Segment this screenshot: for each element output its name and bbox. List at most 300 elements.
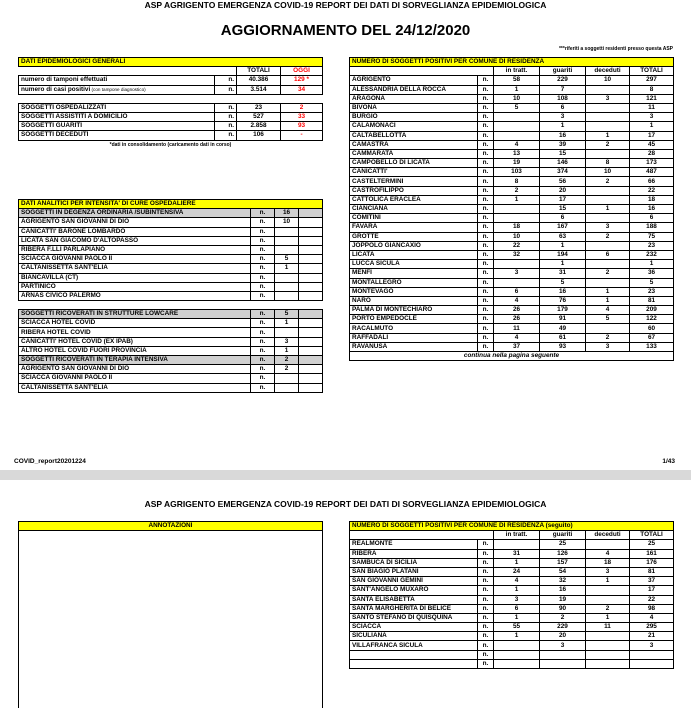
comune-name: REALMONTE bbox=[350, 540, 478, 549]
count-cell: 5 bbox=[494, 103, 540, 112]
count-cell bbox=[586, 113, 630, 122]
comune-name bbox=[350, 650, 478, 659]
facility-label: CANICATTI' HOTEL COVID (EX IPAB) bbox=[19, 337, 251, 346]
count-cell: 1 bbox=[540, 122, 586, 131]
spacer-row bbox=[19, 94, 323, 103]
comune-name bbox=[350, 659, 478, 668]
count-cell: 55 bbox=[494, 623, 540, 632]
comuni-title-row bbox=[350, 522, 674, 531]
row-sublabel: (con tampone diagnostico) bbox=[90, 86, 146, 92]
count-cell: 19 bbox=[540, 595, 586, 604]
count-cell: 6 bbox=[494, 604, 540, 613]
comune-row bbox=[350, 659, 674, 668]
comune-name: MONTALLEGRO bbox=[350, 278, 478, 287]
comune-row bbox=[350, 342, 674, 351]
value-cell: 1 bbox=[275, 264, 299, 273]
comune-row bbox=[350, 315, 674, 324]
blank-cell bbox=[299, 245, 323, 254]
count-cell: 16 bbox=[540, 287, 586, 296]
unit-cell: n. bbox=[478, 549, 494, 558]
count-cell: 4 bbox=[494, 296, 540, 305]
count-cell: 75 bbox=[630, 232, 674, 241]
unit-cell: n. bbox=[478, 595, 494, 604]
facility-label: BIANCAVILLA (CT) bbox=[19, 273, 251, 282]
count-cell: 6 bbox=[540, 214, 586, 223]
unit-cell: n. bbox=[215, 112, 237, 121]
count-cell: 10 bbox=[494, 94, 540, 103]
count-cell: 1 bbox=[586, 296, 630, 305]
count-cell: 18 bbox=[630, 195, 674, 204]
unit-cell: n. bbox=[251, 328, 275, 337]
count-cell: 126 bbox=[540, 549, 586, 558]
count-cell: 487 bbox=[630, 168, 674, 177]
count-cell: 93 bbox=[540, 342, 586, 351]
blank-cell bbox=[299, 255, 323, 264]
count-cell: 25 bbox=[540, 540, 586, 549]
comune-name: SAN GIOVANNI GEMINI bbox=[350, 577, 478, 586]
annotations-header: ANNOTAZIONI bbox=[19, 522, 323, 531]
unit-cell: n. bbox=[251, 209, 275, 218]
count-cell: 10 bbox=[494, 232, 540, 241]
page-header: ASP AGRIGENTO EMERGENZA COVID-19 REPORT DEI DATI DI SORVEGLIANZA EPIDEMIOLOGICA bbox=[144, 0, 547, 10]
general-row bbox=[19, 76, 323, 85]
comune-row bbox=[350, 250, 674, 259]
count-cell: 20 bbox=[540, 632, 586, 641]
blank-cell bbox=[299, 374, 323, 383]
comune-name: BURGIO bbox=[350, 113, 478, 122]
unit-cell: n. bbox=[478, 306, 494, 315]
count-cell: 209 bbox=[630, 306, 674, 315]
count-cell: 8 bbox=[586, 159, 630, 168]
annotations-box bbox=[18, 521, 323, 708]
comune-name: CASTELTERMINI bbox=[350, 177, 478, 186]
unit-cell: n. bbox=[478, 558, 494, 567]
column-header: guariti bbox=[540, 531, 586, 540]
unit-cell: n. bbox=[478, 650, 494, 659]
unit-cell: n. bbox=[478, 168, 494, 177]
unit-cell: n. bbox=[251, 282, 275, 291]
count-cell: 161 bbox=[630, 549, 674, 558]
intensity-row bbox=[19, 337, 323, 346]
intensity-row bbox=[19, 346, 323, 355]
value-cell: 16 bbox=[275, 209, 299, 218]
comune-row bbox=[350, 623, 674, 632]
comune-row bbox=[350, 296, 674, 305]
intensity-row bbox=[19, 264, 323, 273]
blank-cell bbox=[299, 328, 323, 337]
comune-row bbox=[350, 232, 674, 241]
facility-label: CALTANISSETTA SANT'ELIA bbox=[19, 264, 251, 273]
count-cell: 32 bbox=[540, 577, 586, 586]
comune-row bbox=[350, 641, 674, 650]
count-cell bbox=[630, 650, 674, 659]
count-cell bbox=[540, 650, 586, 659]
report-page-2 bbox=[0, 480, 691, 708]
count-cell: 5 bbox=[630, 278, 674, 287]
value-cell: 5 bbox=[275, 255, 299, 264]
comune-row bbox=[350, 168, 674, 177]
count-cell: 2 bbox=[586, 333, 630, 342]
unit-cell: n. bbox=[251, 374, 275, 383]
unit-cell: n. bbox=[478, 333, 494, 342]
unit-cell: n. bbox=[478, 103, 494, 112]
unit-cell: n. bbox=[478, 113, 494, 122]
count-cell: 8 bbox=[494, 177, 540, 186]
comune-name: CATTOLICA ERACLEA bbox=[350, 195, 478, 204]
comune-row bbox=[350, 269, 674, 278]
intensity-row bbox=[19, 245, 323, 254]
column-header: guariti bbox=[540, 67, 586, 76]
comune-name: RACALMUTO bbox=[350, 324, 478, 333]
comune-name: CAMPOBELLO DI LICATA bbox=[350, 159, 478, 168]
comune-row bbox=[350, 241, 674, 250]
value-cell bbox=[275, 227, 299, 236]
comune-row bbox=[350, 333, 674, 342]
comuni-title: NUMERO DI SOGGETTI POSITIVI PER COMUNE DI RESIDENZA bbox=[350, 58, 674, 67]
comune-row bbox=[350, 214, 674, 223]
count-cell: 22 bbox=[630, 595, 674, 604]
count-cell: 32 bbox=[494, 250, 540, 259]
general-row bbox=[19, 103, 323, 112]
unit-cell: n. bbox=[215, 103, 237, 112]
blank-cell bbox=[350, 531, 494, 540]
count-cell: 16 bbox=[540, 586, 586, 595]
positives-by-municipality-table bbox=[349, 57, 674, 361]
today-cell: - bbox=[281, 131, 323, 140]
count-cell bbox=[586, 186, 630, 195]
intensity-row bbox=[19, 310, 323, 319]
intensity-row bbox=[19, 356, 323, 365]
count-cell: 6 bbox=[630, 214, 674, 223]
intensity-row bbox=[19, 273, 323, 282]
unit-cell: n. bbox=[251, 337, 275, 346]
comune-name: RAVANUSA bbox=[350, 342, 478, 351]
count-cell: 121 bbox=[630, 94, 674, 103]
comune-name: CALAMONACI bbox=[350, 122, 478, 131]
intensity-row bbox=[19, 227, 323, 236]
total-cell: 2.858 bbox=[237, 122, 281, 131]
count-cell: 36 bbox=[630, 269, 674, 278]
comune-name: RAFFADALI bbox=[350, 333, 478, 342]
unit-cell: n. bbox=[251, 273, 275, 282]
general-row-label: SOGGETTI OSPEDALIZZATI bbox=[19, 103, 215, 112]
blank-cell bbox=[299, 218, 323, 227]
value-cell: 5 bbox=[275, 310, 299, 319]
count-cell: 22 bbox=[630, 186, 674, 195]
value-cell bbox=[275, 282, 299, 291]
column-header: in tratt. bbox=[494, 67, 540, 76]
general-row-label bbox=[19, 85, 215, 94]
count-cell: 2 bbox=[586, 232, 630, 241]
comuni-title-row bbox=[350, 58, 674, 67]
count-cell: 15 bbox=[540, 149, 586, 158]
count-cell: 22 bbox=[494, 241, 540, 250]
count-cell bbox=[586, 103, 630, 112]
unit-cell: n. bbox=[215, 131, 237, 140]
unit-cell: n. bbox=[478, 94, 494, 103]
comune-row bbox=[350, 159, 674, 168]
count-cell bbox=[586, 324, 630, 333]
count-cell: 3 bbox=[586, 94, 630, 103]
intensity-row bbox=[19, 319, 323, 328]
today-cell: 2 bbox=[281, 103, 323, 112]
value-cell bbox=[275, 291, 299, 300]
intensity-row bbox=[19, 282, 323, 291]
intensity-title-row bbox=[19, 200, 323, 209]
unit-cell: n. bbox=[478, 586, 494, 595]
intensity-row bbox=[19, 291, 323, 300]
count-cell: 1 bbox=[494, 195, 540, 204]
intensity-row bbox=[19, 328, 323, 337]
count-cell: 19 bbox=[494, 159, 540, 168]
count-cell: 31 bbox=[540, 269, 586, 278]
unit-cell: n. bbox=[251, 245, 275, 254]
continua-note: continua nella pagina seguente bbox=[350, 352, 674, 361]
count-cell: 11 bbox=[586, 623, 630, 632]
unit-cell: n. bbox=[215, 85, 237, 94]
count-cell: 28 bbox=[630, 149, 674, 158]
count-cell: 18 bbox=[586, 558, 630, 567]
comune-row bbox=[350, 595, 674, 604]
blank-cell bbox=[299, 273, 323, 282]
comune-name: CASTROFILIPPO bbox=[350, 186, 478, 195]
comune-name: SAN BIAGIO PLATANI bbox=[350, 567, 478, 576]
comune-name: CAMMARATA bbox=[350, 149, 478, 158]
unit-cell: n. bbox=[478, 269, 494, 278]
count-cell: 229 bbox=[540, 623, 586, 632]
unit-cell: n. bbox=[251, 356, 275, 365]
unit-cell: n. bbox=[478, 260, 494, 269]
count-cell: 179 bbox=[540, 306, 586, 315]
count-cell: 13 bbox=[494, 149, 540, 158]
count-cell: 31 bbox=[494, 549, 540, 558]
count-cell: 2 bbox=[586, 604, 630, 613]
unit-cell: n. bbox=[478, 632, 494, 641]
count-cell: 229 bbox=[540, 76, 586, 85]
count-cell: 23 bbox=[630, 287, 674, 296]
comune-name: SCIACCA bbox=[350, 623, 478, 632]
comune-row bbox=[350, 205, 674, 214]
comune-name: ALESSANDRIA DELLA ROCCA bbox=[350, 85, 478, 94]
unit-cell: n. bbox=[251, 218, 275, 227]
row-label: numero di casi positivi bbox=[21, 85, 91, 93]
general-row bbox=[19, 122, 323, 131]
blank-cell bbox=[299, 282, 323, 291]
unit-cell: n. bbox=[478, 641, 494, 650]
count-cell: 1 bbox=[630, 260, 674, 269]
count-cell: 37 bbox=[630, 577, 674, 586]
value-cell: 10 bbox=[275, 218, 299, 227]
count-cell: 3 bbox=[494, 595, 540, 604]
comune-name: SICULIANA bbox=[350, 632, 478, 641]
comune-row bbox=[350, 76, 674, 85]
comune-name: SANTA MARGHERITA DI BELICE bbox=[350, 604, 478, 613]
count-cell: 188 bbox=[630, 223, 674, 232]
comuni-header-row bbox=[350, 67, 674, 76]
unit-cell: n. bbox=[478, 186, 494, 195]
count-cell: 3 bbox=[586, 567, 630, 576]
unit-cell: n. bbox=[251, 310, 275, 319]
count-cell: 4 bbox=[586, 549, 630, 558]
unit-cell: n. bbox=[478, 232, 494, 241]
intensity-row bbox=[19, 383, 323, 392]
count-cell bbox=[586, 659, 630, 668]
page-header-2: ASP AGRIGENTO EMERGENZA COVID-19 REPORT DEI DATI DI SORVEGLIANZA EPIDEMIOLOGICA bbox=[144, 499, 547, 509]
count-cell: 122 bbox=[630, 315, 674, 324]
row-label: numero di tamponi effettuati bbox=[21, 76, 108, 84]
comune-name: CIANCIANA bbox=[350, 205, 478, 214]
count-cell: 81 bbox=[630, 296, 674, 305]
count-cell bbox=[586, 241, 630, 250]
unit-cell: n. bbox=[478, 223, 494, 232]
comune-row bbox=[350, 94, 674, 103]
value-cell: 2 bbox=[275, 365, 299, 374]
count-cell: 8 bbox=[630, 85, 674, 94]
blank-cell bbox=[299, 310, 323, 319]
facility-label: RIBERA HOTEL COVID bbox=[19, 328, 251, 337]
unit-cell: n. bbox=[215, 76, 237, 85]
unit-cell: n. bbox=[251, 383, 275, 392]
comune-row bbox=[350, 540, 674, 549]
intensity-row bbox=[19, 365, 323, 374]
count-cell: 2 bbox=[586, 177, 630, 186]
count-cell: 4 bbox=[586, 306, 630, 315]
comune-row bbox=[350, 186, 674, 195]
intensity-row bbox=[19, 209, 323, 218]
comune-row bbox=[350, 278, 674, 287]
blank-cell bbox=[299, 383, 323, 392]
comune-name: CANICATTI' bbox=[350, 168, 478, 177]
count-cell: 1 bbox=[494, 613, 540, 622]
count-cell: 167 bbox=[540, 223, 586, 232]
count-cell: 54 bbox=[540, 567, 586, 576]
comune-name: VILLAFRANCA SICULA bbox=[350, 641, 478, 650]
general-title-row bbox=[19, 58, 323, 67]
unit-cell: n. bbox=[478, 623, 494, 632]
comune-row bbox=[350, 604, 674, 613]
count-cell: 90 bbox=[540, 604, 586, 613]
facility-label: SOGGETTI RICOVERATI IN STRUTTURE LOWCARE bbox=[19, 310, 251, 319]
count-cell bbox=[494, 659, 540, 668]
count-cell: 17 bbox=[540, 195, 586, 204]
count-cell: 3 bbox=[586, 223, 630, 232]
count-cell: 1 bbox=[494, 558, 540, 567]
count-cell: 58 bbox=[494, 76, 540, 85]
count-cell: 37 bbox=[494, 342, 540, 351]
blank-cell bbox=[299, 236, 323, 245]
unit-cell: n. bbox=[251, 255, 275, 264]
count-cell: 133 bbox=[630, 342, 674, 351]
annotations-body bbox=[19, 531, 323, 708]
facility-label: ALTRO HOTEL COVID FUORI PROVINCIA bbox=[19, 346, 251, 355]
comune-name: PORTO EMPEDOCLE bbox=[350, 315, 478, 324]
unit-cell: n. bbox=[478, 342, 494, 351]
column-header: TOTALI bbox=[630, 67, 674, 76]
count-cell: 194 bbox=[540, 250, 586, 259]
unit-cell: n. bbox=[478, 296, 494, 305]
general-row-label: SOGGETTI DECEDUTI bbox=[19, 131, 215, 140]
count-cell bbox=[494, 278, 540, 287]
comune-name: BIVONA bbox=[350, 103, 478, 112]
count-cell: 26 bbox=[494, 306, 540, 315]
count-cell bbox=[494, 650, 540, 659]
comune-row bbox=[350, 149, 674, 158]
general-title: DATI EPIDEMIOLOGICI GENERALI bbox=[19, 58, 323, 67]
count-cell: 91 bbox=[540, 315, 586, 324]
count-cell: 1 bbox=[586, 613, 630, 622]
column-header: deceduti bbox=[586, 67, 630, 76]
unit-cell: n. bbox=[478, 177, 494, 186]
count-cell: 5 bbox=[540, 278, 586, 287]
comune-row bbox=[350, 287, 674, 296]
comune-name: LICATA bbox=[350, 250, 478, 259]
unit-cell: n. bbox=[478, 613, 494, 622]
count-cell: 49 bbox=[540, 324, 586, 333]
residents-footnote: ***riferiti a soggetti residenti presso questa ASP bbox=[558, 46, 673, 52]
col-totali: TOTALI bbox=[237, 67, 281, 76]
unit-cell: n. bbox=[478, 85, 494, 94]
total-cell: 40.386 bbox=[237, 76, 281, 85]
count-cell: 21 bbox=[630, 632, 674, 641]
blank-cell bbox=[350, 67, 494, 76]
total-cell: 527 bbox=[237, 112, 281, 121]
continua-row bbox=[350, 352, 674, 361]
count-cell: 11 bbox=[630, 103, 674, 112]
comune-name: SANTO STEFANO DI QUISQUINA bbox=[350, 613, 478, 622]
general-row-label bbox=[19, 76, 215, 85]
blank-cell bbox=[299, 337, 323, 346]
comune-row bbox=[350, 306, 674, 315]
unit-cell: n. bbox=[478, 131, 494, 140]
count-cell bbox=[586, 641, 630, 650]
count-cell bbox=[494, 113, 540, 122]
comune-name: FAVARA bbox=[350, 223, 478, 232]
unit-cell: n. bbox=[478, 122, 494, 131]
total-cell: 106 bbox=[237, 131, 281, 140]
count-cell: 108 bbox=[540, 94, 586, 103]
column-header: deceduti bbox=[586, 531, 630, 540]
count-cell: 16 bbox=[630, 205, 674, 214]
count-cell: 1 bbox=[586, 287, 630, 296]
total-cell: 3.514 bbox=[237, 85, 281, 94]
count-cell: 76 bbox=[540, 296, 586, 305]
count-cell: 176 bbox=[630, 558, 674, 567]
count-cell: 1 bbox=[630, 122, 674, 131]
unit-cell: n. bbox=[478, 659, 494, 668]
value-cell: 2 bbox=[275, 356, 299, 365]
count-cell bbox=[494, 641, 540, 650]
comune-row bbox=[350, 113, 674, 122]
footer-report-id: COVID_report20201224 bbox=[14, 458, 86, 465]
facility-label: AGRIGENTO SAN GIOVANNI DI DIO bbox=[19, 365, 251, 374]
value-cell: 1 bbox=[275, 346, 299, 355]
intensity-row bbox=[19, 374, 323, 383]
count-cell: 17 bbox=[630, 586, 674, 595]
blank-cell bbox=[299, 264, 323, 273]
value-cell: 1 bbox=[275, 319, 299, 328]
unit-cell: n. bbox=[251, 236, 275, 245]
count-cell: 26 bbox=[494, 315, 540, 324]
count-cell: 1 bbox=[540, 260, 586, 269]
count-cell: 3 bbox=[586, 342, 630, 351]
comune-row bbox=[350, 140, 674, 149]
unit-cell: n. bbox=[478, 76, 494, 85]
comuni-title: NUMERO DI SOGGETTI POSITIVI PER COMUNE DI RESIDENZA (seguito) bbox=[350, 522, 674, 531]
count-cell: 1 bbox=[586, 205, 630, 214]
count-cell bbox=[586, 586, 630, 595]
facility-label: CALTANISSETTA SANT'ELIA bbox=[19, 383, 251, 392]
blank-cell bbox=[299, 319, 323, 328]
